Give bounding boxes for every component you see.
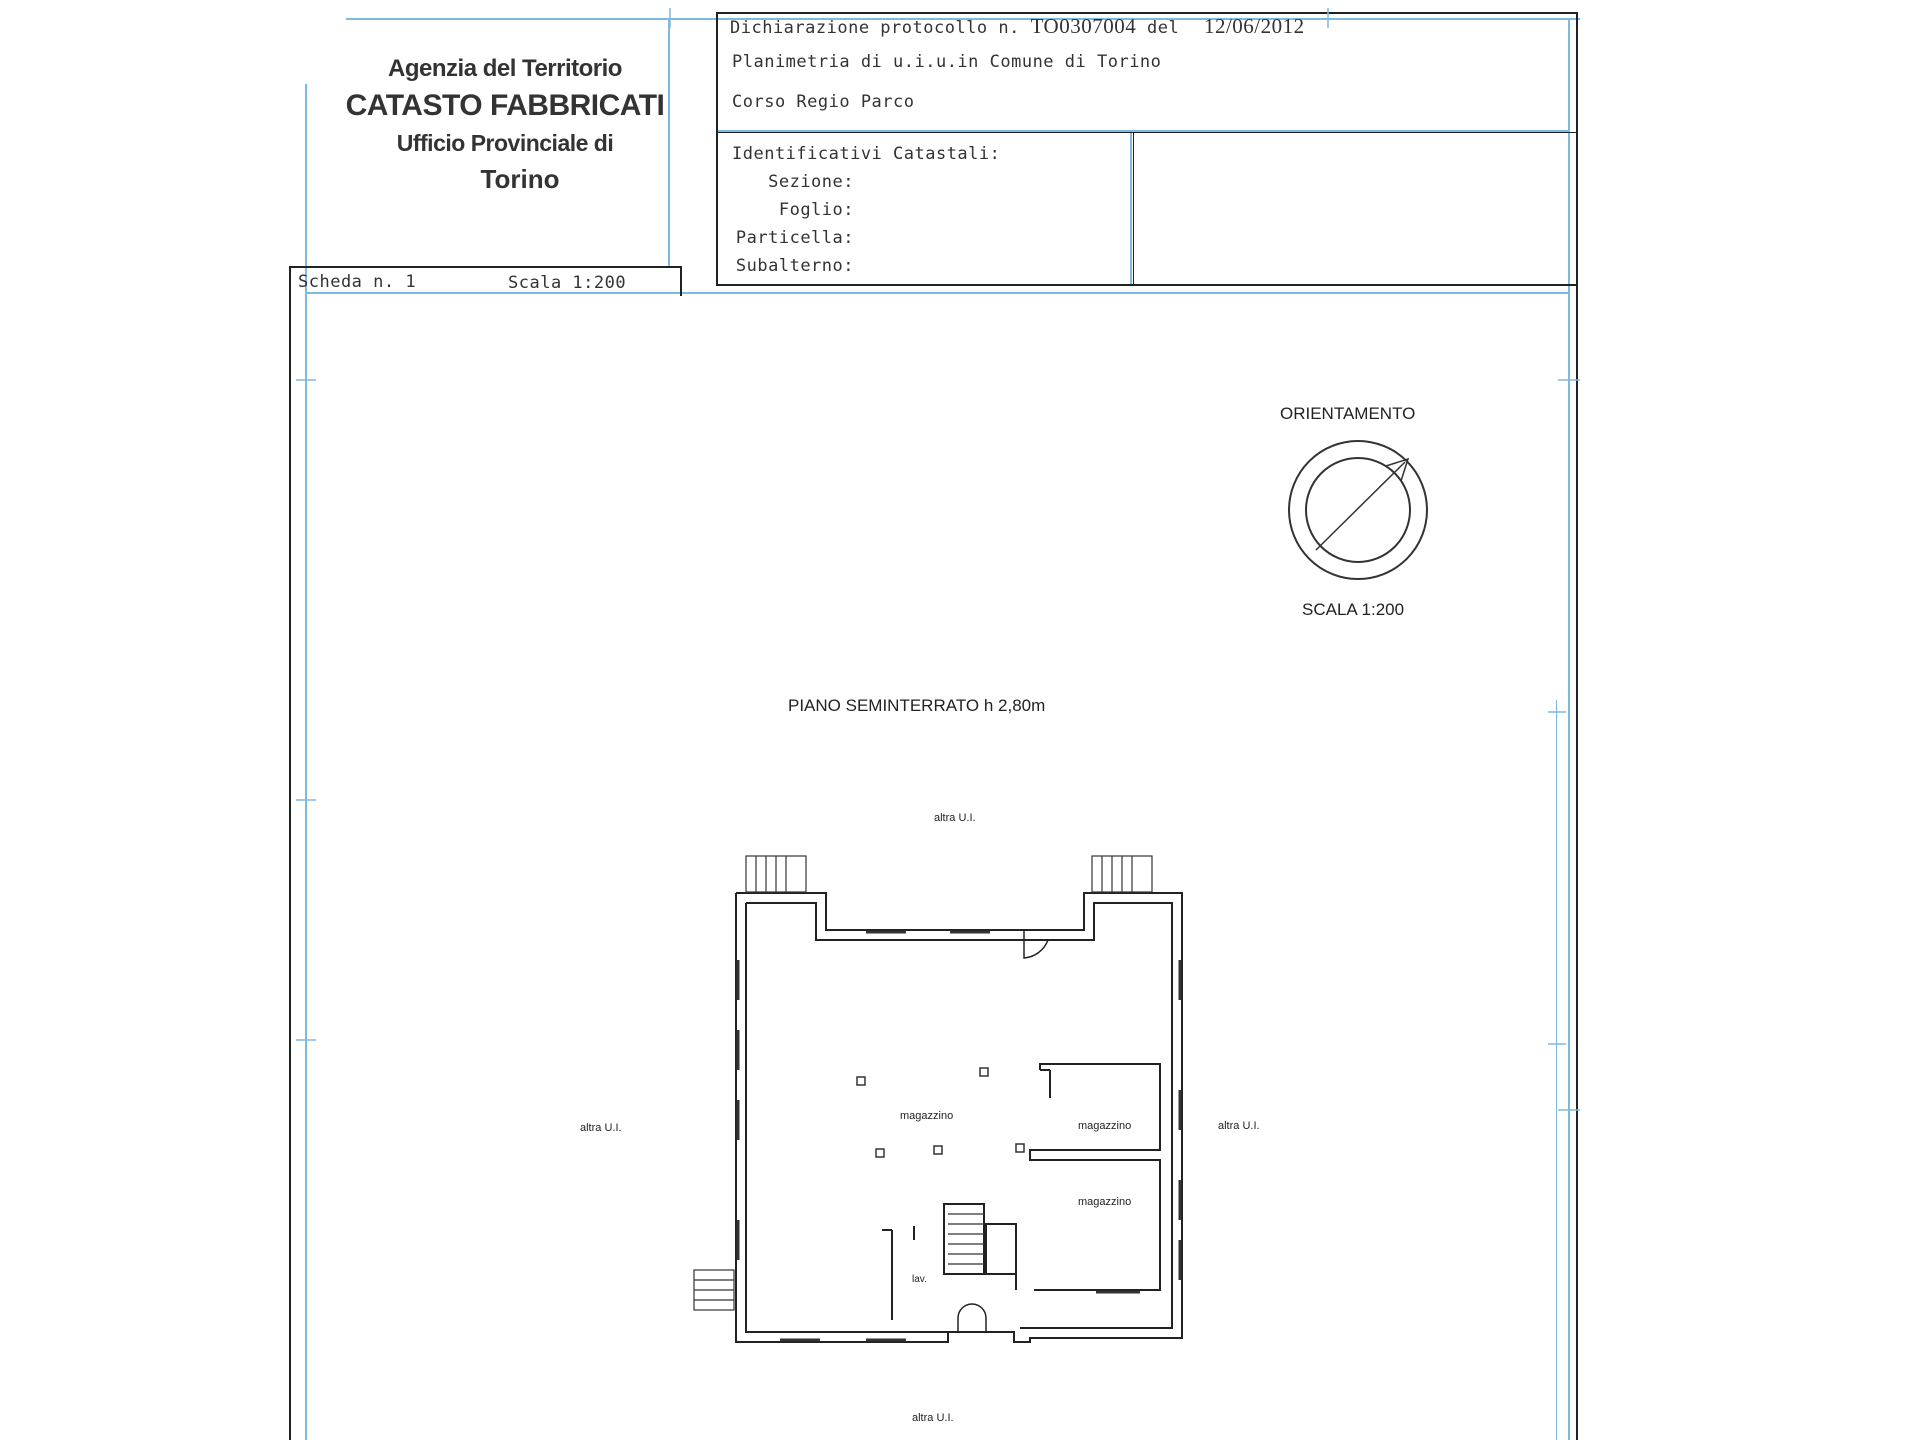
scheda-label: Scheda n. 1 [298, 272, 417, 292]
neighbor-right-label: altra U.I. [1218, 1120, 1260, 1132]
date-label: del [1146, 18, 1180, 38]
neighbor-bottom-label: altra U.I. [912, 1412, 954, 1424]
floor-level-label: PIANO SEMINTERRATO h 2,80m [788, 696, 1046, 715]
frame-ticks [296, 8, 1580, 1110]
particella-label: Particella: [735, 228, 854, 248]
foglio-label: Foglio: [778, 200, 854, 220]
room-lav-label: lav. [912, 1274, 927, 1285]
room-right-upper-label: magazzino [1078, 1120, 1132, 1132]
neighbor-left-label: altra U.I. [580, 1122, 622, 1134]
scheda-scale: Scala 1:200 [508, 273, 627, 293]
office-label: Ufficio Provinciale di [396, 130, 614, 156]
date-value: 12/06/2012 [1203, 14, 1305, 38]
office-city: Torino [480, 164, 560, 194]
north-arrow-icon [1289, 441, 1427, 579]
windows [738, 932, 1180, 1340]
orientation-scale: SCALA 1:200 [1302, 600, 1405, 619]
pillars [857, 1068, 1024, 1157]
room-main-label: magazzino [900, 1110, 954, 1122]
sezione-label: Sezione: [768, 172, 854, 192]
protocol-number: TO0307004 [1030, 14, 1137, 38]
catasto-title: CATASTO FABBRICATI [345, 89, 665, 122]
planimetria-line: Planimetria di u.i.u.in Comune di Torino [732, 52, 1162, 72]
protocol-label: Dichiarazione protocollo n. [730, 18, 1020, 38]
subalterno-label: Subalterno: [735, 256, 854, 276]
address-line: Corso Regio Parco [732, 92, 915, 112]
floor-plan [736, 893, 1182, 1342]
agency-name: Agenzia del Territorio [388, 55, 622, 82]
room-right-lower-label: magazzino [1078, 1196, 1132, 1208]
identifiers-title: Identificativi Catastali: [732, 144, 1001, 164]
orientation-title: ORIENTAMENTO [1280, 404, 1416, 423]
neighbor-top-label: altra U.I. [934, 812, 976, 824]
